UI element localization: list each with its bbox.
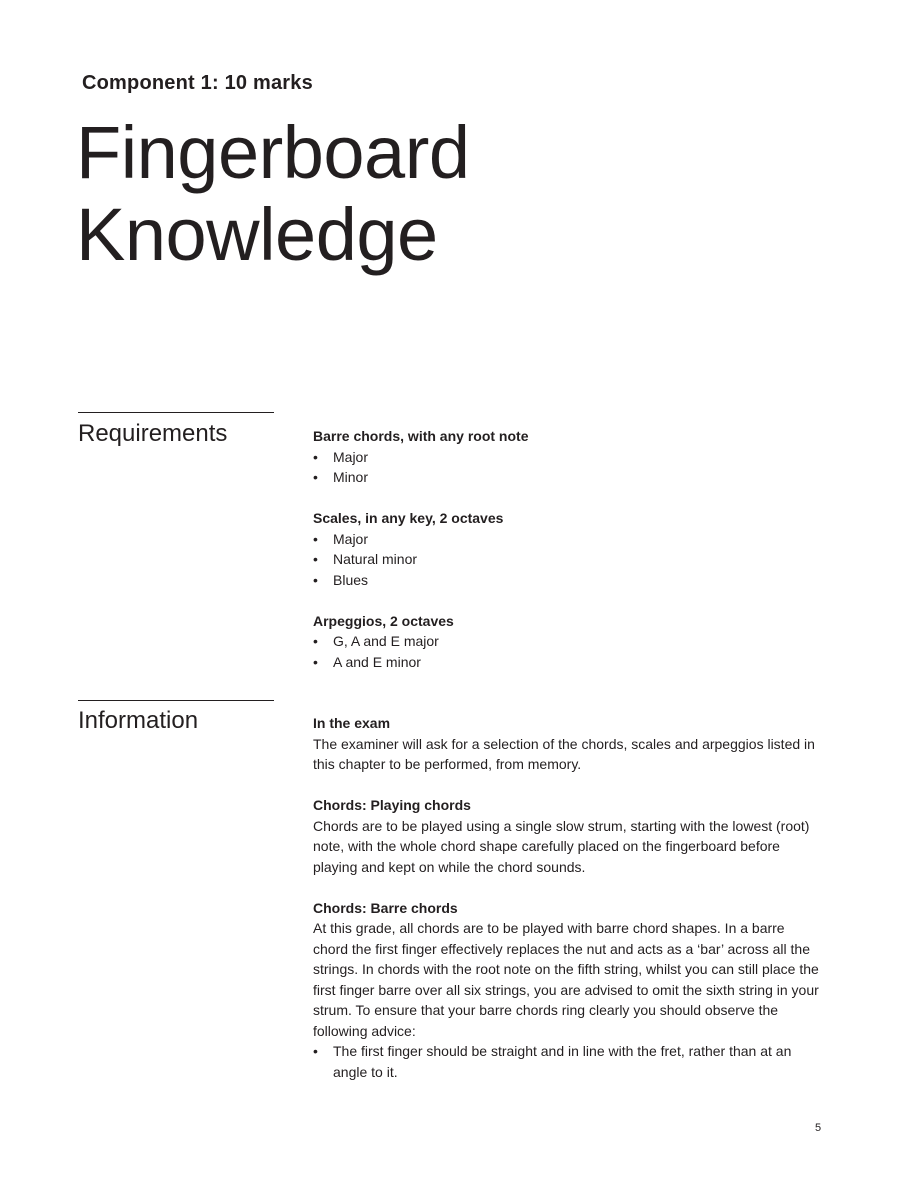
list-item: • Blues <box>313 570 823 591</box>
info-section-title: Chords: Playing chords <box>313 797 471 813</box>
info-section <box>313 713 823 775</box>
requirement-group <box>313 426 823 488</box>
info-section-text: Chords are to be played using a single slow strum, starting with the lowest (root) note, with the whole chord shape carefully placed on the fingerboard before playing and kept on while the chord sounds. <box>313 817 810 875</box>
info-section <box>313 898 823 1083</box>
title-line-1: Fingerboard <box>76 111 470 194</box>
requirement-group <box>313 611 823 673</box>
info-section-title: Chords: Barre chords <box>313 899 458 916</box>
requirements-content <box>313 426 823 672</box>
information-rule <box>78 700 274 701</box>
info-section-title: In the exam <box>313 715 391 731</box>
list-item: • Major <box>313 447 823 468</box>
list-item: • Minor <box>313 467 823 488</box>
list-item: • A and E minor <box>313 652 823 673</box>
requirement-group-title: Arpeggios, 2 octaves <box>313 612 454 629</box>
info-section-text: The examiner will ask for a selection of the chords, scales and arpeggios listed in this chapter to be performed, from memory. <box>313 735 815 772</box>
requirement-group-title: Barre chords, with any root note <box>313 428 529 444</box>
list-item: • The first finger should be straight and in line with the fret, rather than at an angle to it. <box>313 1041 823 1082</box>
information-heading: Information <box>78 707 199 734</box>
info-section <box>313 795 823 877</box>
component-label: Component 1: 10 marks <box>82 72 313 94</box>
list-item: • Major <box>313 529 823 550</box>
page-number: 5 <box>815 1122 822 1134</box>
list-item: • Natural minor <box>313 549 823 570</box>
title-line-2: Knowledge <box>76 193 438 276</box>
requirement-group <box>313 508 823 590</box>
requirements-heading: Requirements <box>78 420 228 447</box>
information-content <box>313 713 823 1082</box>
requirement-group-title: Scales, in any key, 2 octaves <box>313 510 504 526</box>
page-title <box>76 112 470 276</box>
requirements-rule <box>78 412 274 413</box>
list-item: • G, A and E major <box>313 631 823 652</box>
info-section-text: At this grade, all chords are to be played with barre chord shapes. In a barre chord the first finger effectively replaces the nut and acts as a ‘bar’ across all the strings. In chords with the root note on the fifth string, whilst you can still place the first finger barre over all six strings, you are advised to omit the sixth string in your strum. To ensure that your barre chords ring clearly you should observe the following advice: <box>313 920 819 1039</box>
